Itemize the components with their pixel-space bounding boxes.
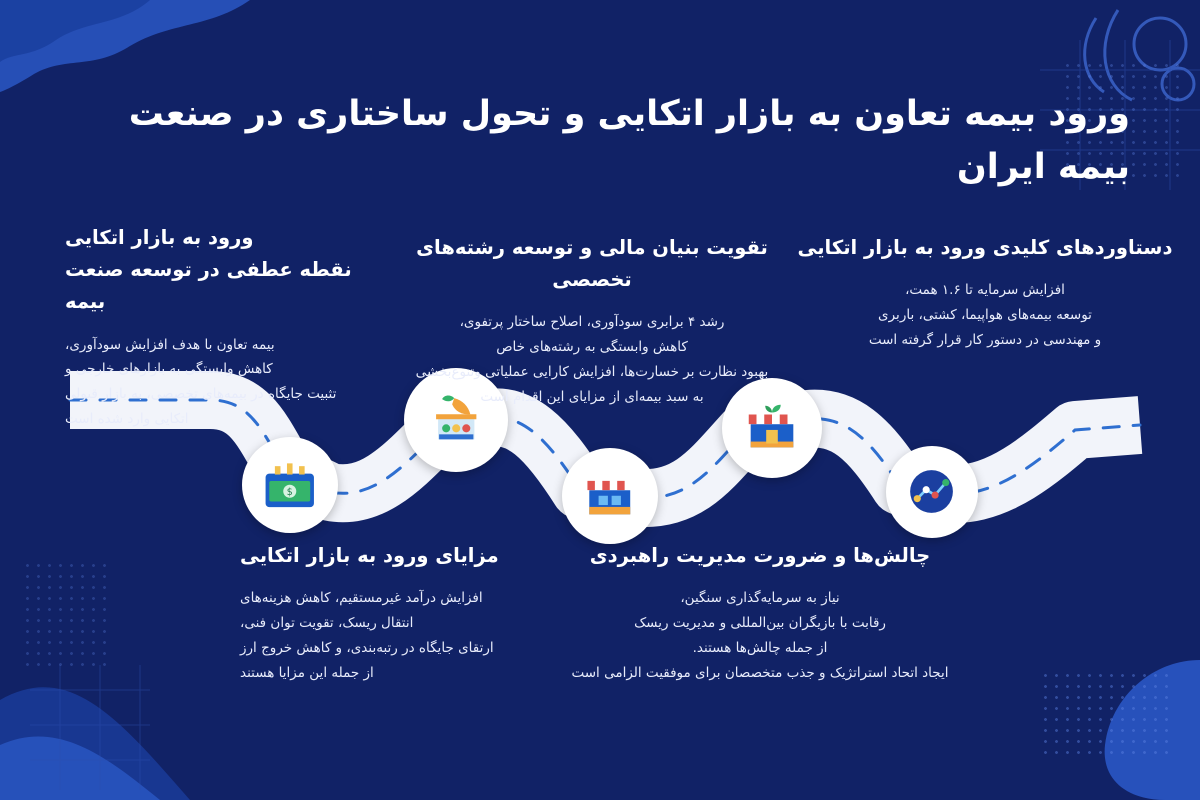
- block-body: افزایش درآمد غیرمستقیم، کاهش هزینه‌های انتقال ریسک، تقویت توان فنی، ارتقای جایگاه در رتبه‌بندی، و کاهش خروج ارز از جمله این مزایا هستند: [240, 590, 494, 682]
- page-title: ورود بیمه تعاون به بازار اتکایی و تحول ساختاری در صنعت بیمه ایران: [128, 94, 1130, 187]
- block-body: بیمه تعاون با هدف افزایش سودآوری، کاهش وابستگی به بازارهای خارجی و تثبیت جایگاه در بیمه‌های تخصصی، به بازار قبولی اتکایی وارد شده است: [65, 336, 337, 428]
- block-entry-reinsurance: [65, 222, 365, 432]
- block-benefits: [240, 540, 560, 686]
- shop-icon: [580, 466, 640, 526]
- block-body: افزایش سرمایه تا ۱.۶ همت، توسعه بیمه‌های هواپیما، کشتی، باربری و مهندسی در دستور کار قرار گرفته است: [868, 282, 1102, 349]
- block-body: نیاز به سرمایه‌گذاری سنگین، رقابت با بازیگران بین‌المللی و مدیریت ریسک از جمله چالش‌ها هستند. ایجاد اتحاد استراتژیک و جذب متخصصان برای موفقیت الزامی است: [571, 590, 949, 682]
- block-heading: مزایای ورود به بازار اتکایی: [240, 544, 499, 567]
- svg-text:$: $: [287, 487, 293, 499]
- block-heading: دستاوردهای کلیدی ورود به بازار اتکایی: [797, 236, 1173, 259]
- node-strategy[interactable]: [886, 446, 978, 538]
- node-shop[interactable]: [562, 448, 658, 544]
- block-heading: تقویت بنیان مالی و توسعه رشته‌های تخصصی: [416, 236, 768, 292]
- block-challenges: [570, 540, 950, 686]
- block-heading: چالش‌ها و ضرورت مدیریت راهبردی: [589, 544, 931, 567]
- money-stack-icon: [260, 455, 320, 515]
- block-financial-foundation: [392, 232, 792, 410]
- block-key-achievements: [790, 232, 1180, 353]
- block-heading: ورود به بازار اتکایی نقطه عطفی در توسعه صنعت بیمه: [65, 226, 352, 314]
- strategy-icon: [903, 463, 960, 520]
- node-money-stack[interactable]: [242, 437, 338, 533]
- block-body: رشد ۴ برابری سودآوری، اصلاح ساختار پرتفوی، کاهش وابستگی به رشته‌های خاص بهبود نظارت بر خسارت‌ها، افزایش کارایی عملیاتی وتنوع‌بخشی به سبد بیمه‌ای از مزایای این اقدام است: [415, 314, 769, 406]
